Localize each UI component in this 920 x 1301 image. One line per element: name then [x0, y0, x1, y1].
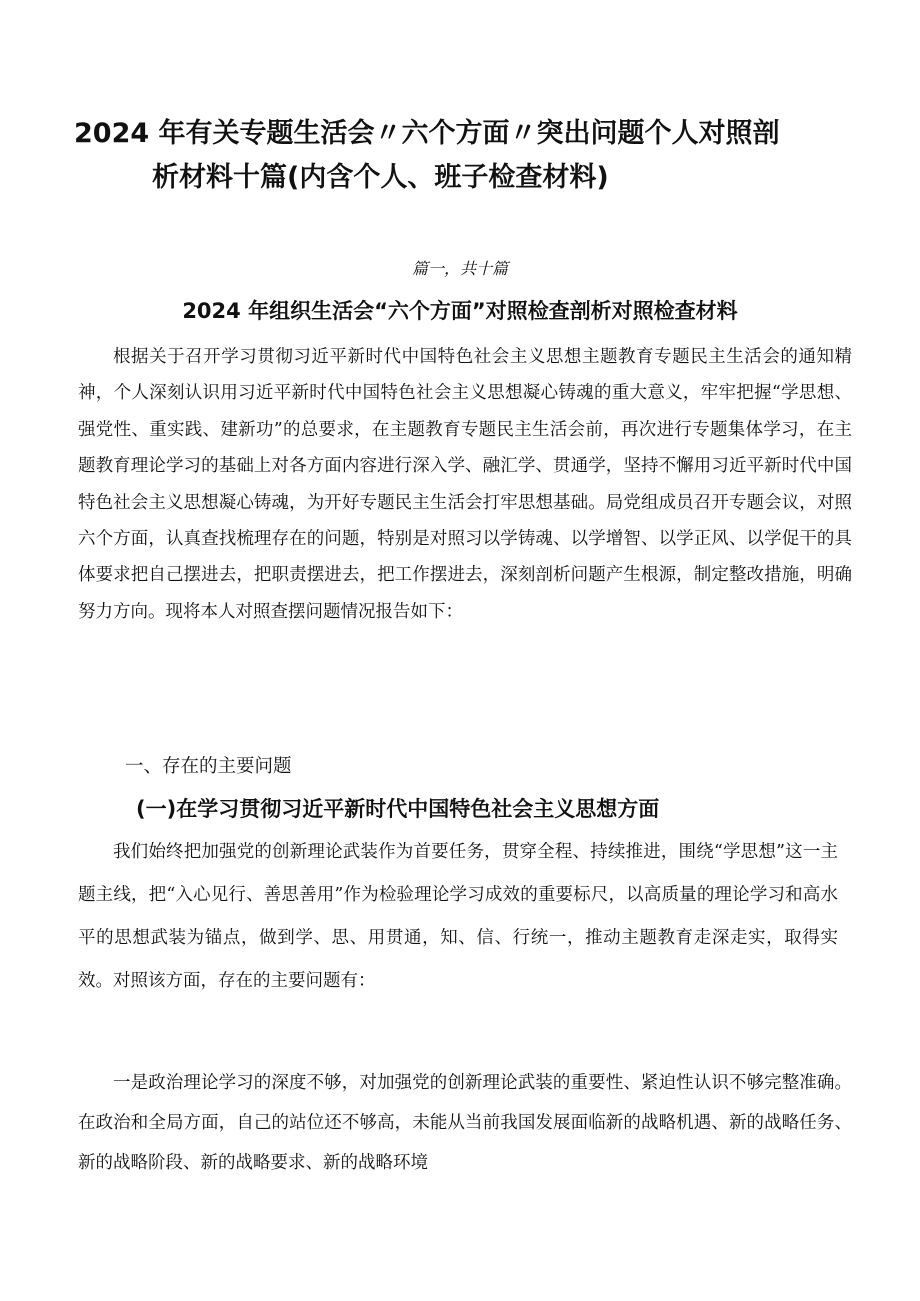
heading-level-1: 一、存在的主要问题	[125, 756, 292, 777]
document-title-line1: 2024 年有关专题生活会〃六个方面〃突出问题个人对照剖	[74, 118, 780, 149]
section-title: 2024 年组织生活会“六个方面”对照检查剖析对照检查材料	[182, 299, 738, 323]
document-title	[74, 112, 854, 200]
body-paragraph-2: 我们始终把加强党的创新理论武装作为首要任务，贯穿全程、持续推进，围绕“学思想”这一主题主线，把“入心见行、善思善用”作为检验理论学习成效的重要标尺，以高质量的理论学习和高水平的思想武装为锚点，做到学、思、用贯通，知、信、行统一，推动主题教育走深走实，取得实效。对照该方面，存在的主要问题有：	[78, 842, 838, 991]
body-paragraph-3: 一是政治理论学习的深度不够，对加强党的创新理论武装的重要性、紧迫性认识不够完整准确。在政治和全局方面，自己的站位还不够高，未能从当前我国发展面临新的战略机遇、新的战略任务、新的战略阶段、新的战略要求、新的战略环境	[78, 1073, 852, 1173]
body-paragraph-1: 根据关于召开学习贯彻习近平新时代中国特色社会主义思想主题教育专题民主生活会的通知精神，个人深刻认识用习近平新时代中国特色社会主义思想凝心铸魂的重大意义，牢牢把握“学思想、强党性、重实践、建新功”的总要求，在主题教育专题民主生活会前，再次进行专题集体学习，在主题教育理论学习的基础上对各方面内容进行深入学、融汇学、贯通学，坚持不懈用习近平新时代中国特色社会主义思想凝心铸魂，为开好专题民主生活会打牢思想基础。局党组成员召开专题会议，对照六个方面，认真查找梳理存在的问题，特别是对照习以学铸魂、以学增智、以学正风、以学促干的具体要求把自己摆进去，把职责摆进去，把工作摆进去，深刻剖析问题产生根源，制定整改措施，明确努力方向。现将本人对照查摆问题情况报告如下：	[78, 347, 852, 622]
document-title-line2: 析材料十篇(内含个人、班子检查材料)	[152, 162, 609, 193]
section-label: 篇一，共十篇	[411, 259, 508, 278]
heading-level-2: (一)在学习贯彻习近平新时代中国特色社会主义思想方面	[136, 797, 660, 821]
